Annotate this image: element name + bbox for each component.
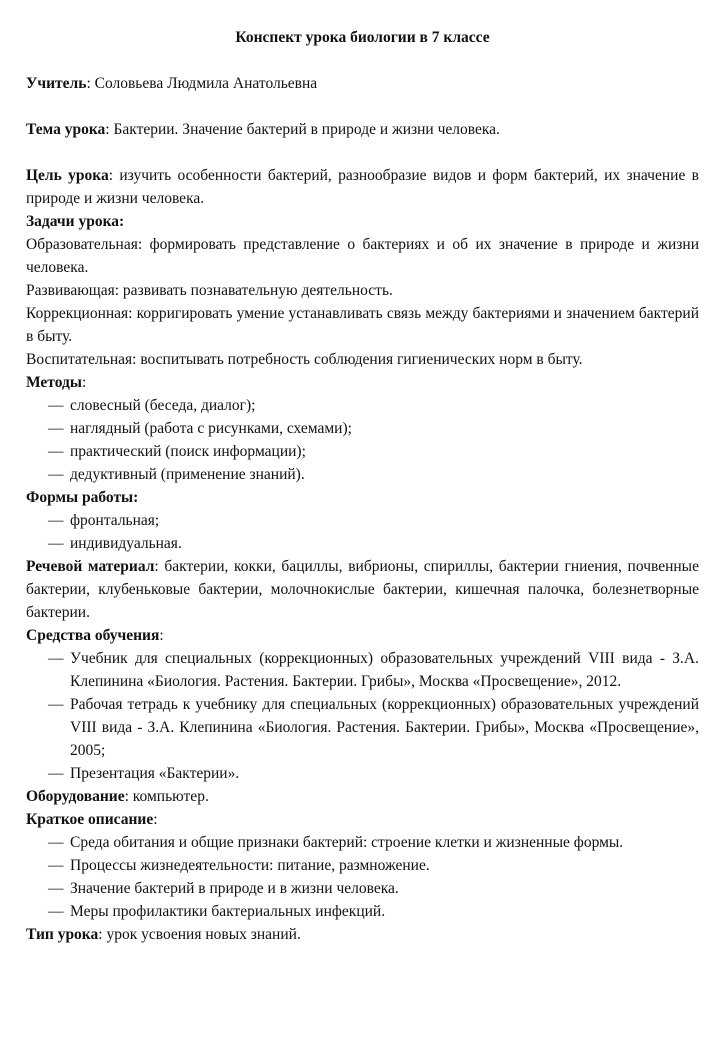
goal-label: Цель урока [26,167,109,184]
list-item: — индивидуальная. [26,532,699,555]
dash-bullet: — [48,903,64,920]
summary-list [26,831,699,923]
dash-bullet: — [48,397,64,414]
equipment-label: Оборудование [26,788,125,805]
lesson-type-value: : урок усвоения новых знаний. [98,926,301,943]
speech-label: Речевой материал [26,558,155,575]
list-item: — Рабочая тетрадь к учебнику для специальных (коррекционных) образовательных учреждений VIII вида - З.А. Клепинина «Биология. Растения. Бактерии. Грибы», Москва «Просвещение», 2005; [26,693,699,762]
lesson-type-label: Тип урока [26,926,99,943]
list-item: — Значение бактерий в природе и в жизни человека. [26,877,699,900]
speech-value: : бактерии, кокки, бациллы, вибрионы, спириллы, бактерии гниения, почвенные бактерии, клубеньковые бактерии, молочнокислые бактерии, кишечная палочка, болезнетворные бактерии. [26,558,699,621]
means-heading: Средства обучения: [26,627,164,644]
goal-value: : изучить особенности бактерий, разнообразие видов и форм бактерий, их значение в природе и жизни человека. [26,167,699,207]
list-item: — практический (поиск информации); [26,440,699,463]
goal-paragraph [26,164,699,210]
equipment-value: : компьютер. [124,788,209,805]
dash-bullet: — [48,535,64,552]
task-educational: Образовательная: формировать представление о бактериях и об их значение в природе и жизни человека. [26,236,699,276]
tasks-heading: Задачи урока: [26,213,125,230]
dash-bullet: — [48,696,64,713]
speech-material-paragraph [26,555,699,624]
topic-label: Тема урока [26,121,106,138]
dash-bullet: — [48,834,64,851]
page-title: Конспект урока биологии в 7 классе [235,29,490,46]
task-developmental: Развивающая: развивать познавательную деятельность. [26,282,393,299]
task-upbringing: Воспитательная: воспитывать потребность соблюдения гигиенических норм в быту. [26,351,583,368]
list-item: — Процессы жизнедеятельности: питание, размножение. [26,854,699,877]
teacher-label: Учитель [26,75,87,92]
list-item: — Среда обитания и общие признаки бактерий: строение клетки и жизненные формы. [26,831,699,854]
teacher-value: : Соловьева Людмила Анатольевна [86,75,318,92]
topic-line [26,118,699,141]
dash-bullet: — [48,880,64,897]
list-item: — наглядный (работа с рисунками, схемами); [26,417,699,440]
summary-heading: Краткое описание: [26,811,158,828]
task-correctional: Коррекционная: корригировать умение устанавливать связь между бактериями и значением бактерий в быту. [26,305,699,345]
list-item: — Учебник для специальных (коррекционных) образовательных учреждений VIII вида - З.А. Клепинина «Биология. Растения. Бактерии. Грибы», Москва «Просвещение», 2012. [26,647,699,693]
dash-bullet: — [48,857,64,874]
dash-bullet: — [48,443,64,460]
equipment-line [26,785,699,808]
methods-heading: Методы: [26,374,87,391]
teacher-line [26,72,699,95]
topic-value: : Бактерии. Значение бактерий в природе и жизни человека. [105,121,500,138]
forms-heading: Формы работы: [26,489,139,506]
dash-bullet: — [48,650,64,667]
dash-bullet: — [48,512,64,529]
document-page [0,26,725,1050]
forms-list [26,509,699,555]
means-list [26,647,699,785]
list-item: — Меры профилактики бактериальных инфекций. [26,900,699,923]
list-item: — фронтальная; [26,509,699,532]
lesson-type-line [26,923,699,946]
list-item: — Презентация «Бактерии». [26,762,699,785]
list-item: — дедуктивный (применение знаний). [26,463,699,486]
methods-list [26,394,699,486]
dash-bullet: — [48,765,64,782]
dash-bullet: — [48,420,64,437]
list-item: — словесный (беседа, диалог); [26,394,699,417]
dash-bullet: — [48,466,64,483]
